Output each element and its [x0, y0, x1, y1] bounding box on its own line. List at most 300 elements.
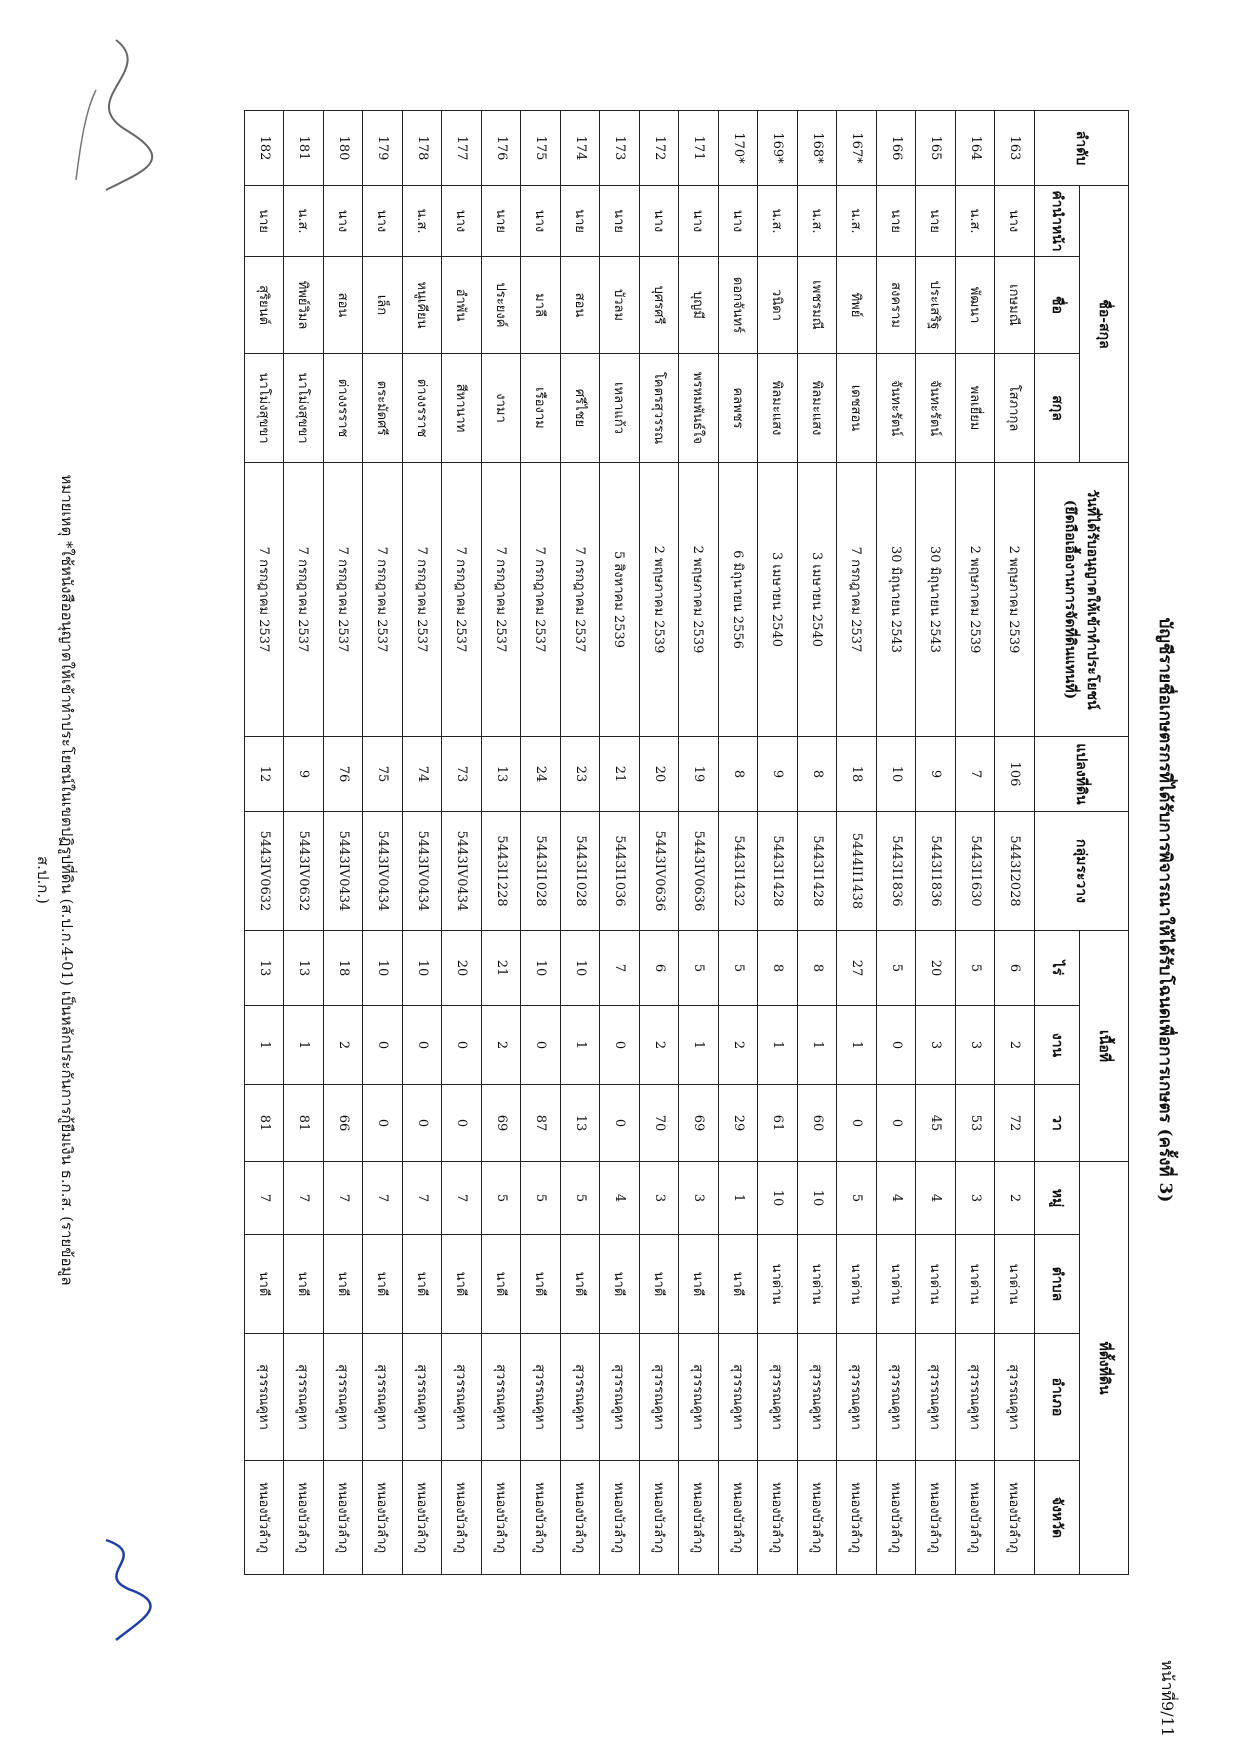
cell-date: 7 กรกฎาคม 2537 — [482, 463, 522, 737]
table-row — [363, 111, 403, 1575]
table-row — [521, 111, 561, 1575]
cell-rai: 6 — [995, 931, 1035, 1006]
cell-wa: 0 — [403, 1085, 443, 1162]
cell-amphoe: สุวรรณคูหา — [403, 1334, 443, 1461]
cell-last-name: พิลมะแสง — [758, 354, 798, 463]
cell-ngan: 2 — [719, 1006, 759, 1085]
table-row — [403, 111, 443, 1575]
cell-province: หนองบัวลำภู — [245, 1461, 285, 1575]
cell-ngan: 2 — [640, 1006, 680, 1085]
cell-rai: 5 — [719, 931, 759, 1006]
cell-rai: 10 — [561, 931, 601, 1006]
cell-ngan: 0 — [877, 1006, 917, 1085]
cell-moo: 10 — [798, 1162, 838, 1235]
cell-first-name: เล็ก — [363, 257, 403, 354]
cell-last-name: ต่างงรราช — [403, 354, 443, 463]
cell-rai: 10 — [521, 931, 561, 1006]
cell-ngan: 0 — [521, 1006, 561, 1085]
cell-moo: 3 — [679, 1162, 719, 1235]
cell-amphoe: สุวรรณคูหา — [956, 1334, 996, 1461]
cell-ngan: 1 — [798, 1006, 838, 1085]
cell-moo: 4 — [877, 1162, 917, 1235]
cell-wa: 0 — [877, 1085, 917, 1162]
cell-last-name: จันทะรัตน์ — [877, 354, 917, 463]
cell-last-name: พลเยี่ยม — [956, 354, 996, 463]
cell-prefix: น.ส. — [284, 186, 324, 257]
table-row — [995, 111, 1035, 1575]
cell-wa: 29 — [719, 1085, 759, 1162]
cell-first-name: ทิพย์ — [837, 257, 877, 354]
cell-amphoe: สุวรรณคูหา — [245, 1334, 285, 1461]
header-prefix: คำนำหน้า — [1035, 186, 1080, 257]
table-row — [719, 111, 759, 1575]
table-row — [640, 111, 680, 1575]
cell-moo: 7 — [324, 1162, 364, 1235]
cell-date: 3 เมษายน 2540 — [798, 463, 838, 737]
cell-plot: 73 — [442, 737, 482, 812]
cell-prefix: นาย — [561, 186, 601, 257]
cell-amphoe: สุวรรณคูหา — [916, 1334, 956, 1461]
cell-wa: 81 — [284, 1085, 324, 1162]
cell-index: 180 — [324, 111, 364, 186]
cell-first-name: หนูเคียน — [403, 257, 443, 354]
cell-date: 3 เมษายน 2540 — [758, 463, 798, 737]
cell-group: 5443I1432 — [719, 812, 759, 931]
cell-ngan: 1 — [561, 1006, 601, 1085]
cell-last-name: งามา — [482, 354, 522, 463]
cell-province: หนองบัวลำภู — [798, 1461, 838, 1575]
signature-left — [56, 30, 176, 200]
cell-amphoe: สุวรรณคูหา — [877, 1334, 917, 1461]
cell-rai: 13 — [245, 931, 285, 1006]
cell-last-name: สีหานาท — [442, 354, 482, 463]
cell-prefix: นาย — [916, 186, 956, 257]
cell-province: หนองบัวลำภู — [877, 1461, 917, 1575]
cell-last-name: ตระมัดศรี — [363, 354, 403, 463]
cell-first-name: มาลี — [521, 257, 561, 354]
cell-moo: 3 — [640, 1162, 680, 1235]
header-province: จังหวัด — [1035, 1461, 1080, 1575]
cell-plot: 23 — [561, 737, 601, 812]
cell-plot: 106 — [995, 737, 1035, 812]
cell-amphoe: สุวรรณคูหา — [798, 1334, 838, 1461]
cell-first-name: ประเสริฐ — [916, 257, 956, 354]
cell-tambon: นาด่าน — [837, 1235, 877, 1334]
cell-plot: 21 — [600, 737, 640, 812]
table-row — [284, 111, 324, 1575]
cell-plot: 20 — [640, 737, 680, 812]
cell-province: หนองบัวลำภู — [837, 1461, 877, 1575]
cell-index: 168* — [798, 111, 838, 186]
cell-wa: 61 — [758, 1085, 798, 1162]
cell-group: 5443I1836 — [916, 812, 956, 931]
cell-wa: 81 — [245, 1085, 285, 1162]
cell-prefix: น.ส. — [798, 186, 838, 257]
cell-moo: 4 — [600, 1162, 640, 1235]
cell-index: 182 — [245, 111, 285, 186]
cell-wa: 0 — [442, 1085, 482, 1162]
table-row — [798, 111, 838, 1575]
cell-wa: 45 — [916, 1085, 956, 1162]
cell-last-name: โสภากุล — [995, 354, 1035, 463]
cell-date: 2 พฤษภาคม 2539 — [679, 463, 719, 737]
cell-group: 5443I1228 — [482, 812, 522, 931]
cell-amphoe: สุวรรณคูหา — [324, 1334, 364, 1461]
document-title: บัญชีรายชื่อเกษตรกรที่ได้รับการพิจารณาให้ได้รับโฉนดเพื่อการเกษตร (ครั้งที่ 3) — [1155, 617, 1175, 1203]
cell-first-name: บัวลม — [600, 257, 640, 354]
cell-wa: 87 — [521, 1085, 561, 1162]
cell-rai: 20 — [442, 931, 482, 1006]
cell-plot: 7 — [956, 737, 996, 812]
cell-last-name: โคตรสุวรรณ — [640, 354, 680, 463]
cell-province: หนองบัวลำภู — [640, 1461, 680, 1575]
cell-group: 5443IV0632 — [245, 812, 285, 931]
header-rai: ไร่ — [1035, 931, 1080, 1006]
cell-group: 5443I1036 — [600, 812, 640, 931]
cell-first-name: พัฒนา — [956, 257, 996, 354]
records-table — [244, 110, 1129, 1575]
cell-date: 7 กรกฎาคม 2537 — [442, 463, 482, 737]
cell-index: 178 — [403, 111, 443, 186]
cell-first-name: วนิดา — [758, 257, 798, 354]
header-date: วันที่ได้รับอนุญาตให้เข้าทำประโยชน์ (ยึดถือเอื้องานการจัดที่ดินแทนที่) — [1035, 463, 1129, 737]
cell-group: 5443IV0632 — [284, 812, 324, 931]
cell-first-name: อำพัน — [442, 257, 482, 354]
cell-rai: 6 — [640, 931, 680, 1006]
cell-amphoe: สุวรรณคูหา — [758, 1334, 798, 1461]
table-row — [245, 111, 285, 1575]
cell-group: 5443I1428 — [798, 812, 838, 931]
cell-amphoe: สุวรรณคูหา — [442, 1334, 482, 1461]
cell-moo: 5 — [561, 1162, 601, 1235]
cell-tambon: นาด่าน — [956, 1235, 996, 1334]
header-group: กลุ่มระวาง — [1035, 812, 1129, 931]
cell-tambon: นาดี — [640, 1235, 680, 1334]
cell-first-name: บุศรศรี — [640, 257, 680, 354]
cell-first-name: บุญมี — [679, 257, 719, 354]
cell-tambon: นาด่าน — [798, 1235, 838, 1334]
cell-ngan: 0 — [403, 1006, 443, 1085]
cell-rai: 7 — [600, 931, 640, 1006]
cell-province: หนองบัวลำภู — [956, 1461, 996, 1575]
cell-tambon: นาดี — [600, 1235, 640, 1334]
cell-tambon: นาดี — [245, 1235, 285, 1334]
table-row — [324, 111, 364, 1575]
cell-index: 181 — [284, 111, 324, 186]
header-tambon: ตำบล — [1035, 1235, 1080, 1334]
cell-date: 7 กรกฎาคม 2537 — [521, 463, 561, 737]
cell-ngan: 0 — [363, 1006, 403, 1085]
cell-index: 173 — [600, 111, 640, 186]
table-row — [482, 111, 522, 1575]
cell-amphoe: สุวรรณคูหา — [719, 1334, 759, 1461]
cell-moo: 5 — [837, 1162, 877, 1235]
cell-province: หนองบัวลำภู — [442, 1461, 482, 1575]
cell-rai: 18 — [324, 931, 364, 1006]
cell-group: 5443IV0636 — [679, 812, 719, 931]
cell-moo: 7 — [245, 1162, 285, 1235]
cell-tambon: นาดี — [482, 1235, 522, 1334]
cell-prefix: น.ส. — [403, 186, 443, 257]
cell-tambon: นาด่าน — [995, 1235, 1035, 1334]
cell-last-name: พรหมพันธ์ใจ — [679, 354, 719, 463]
cell-province: หนองบัวลำภู — [679, 1461, 719, 1575]
cell-wa: 69 — [482, 1085, 522, 1162]
cell-group: 5443IV0434 — [324, 812, 364, 931]
cell-tambon: นาดี — [719, 1235, 759, 1334]
cell-first-name: สุริยนต์ — [245, 257, 285, 354]
cell-ngan: 3 — [916, 1006, 956, 1085]
header-fullname: ชื่อ-สกุล — [1080, 186, 1129, 463]
cell-wa: 0 — [837, 1085, 877, 1162]
cell-tambon: นาด่าน — [916, 1235, 956, 1334]
cell-wa: 66 — [324, 1085, 364, 1162]
cell-date: 30 มิถุนายน 2543 — [877, 463, 917, 737]
cell-group: 5443IV0636 — [640, 812, 680, 931]
cell-last-name: เหลาแก้ว — [600, 354, 640, 463]
table-row — [837, 111, 877, 1575]
cell-group: 5443IV0434 — [403, 812, 443, 931]
cell-last-name: เรืองาม — [521, 354, 561, 463]
cell-prefix: น.ส. — [758, 186, 798, 257]
cell-moo: 3 — [956, 1162, 996, 1235]
cell-amphoe: สุวรรณคูหา — [600, 1334, 640, 1461]
cell-group: 5443I1836 — [877, 812, 917, 931]
cell-amphoe: สุวรรณคูหา — [679, 1334, 719, 1461]
table-row — [561, 111, 601, 1575]
cell-group: 5443I2028 — [995, 812, 1035, 931]
cell-date: 7 กรกฎาคม 2537 — [324, 463, 364, 737]
header-moo: หมู่ — [1035, 1162, 1080, 1235]
cell-last-name: จันทะรัตน์ — [916, 354, 956, 463]
cell-plot: 8 — [719, 737, 759, 812]
cell-group: 5444II1438 — [837, 812, 877, 931]
cell-date: 7 กรกฎาคม 2537 — [245, 463, 285, 737]
table-row — [956, 111, 996, 1575]
cell-rai: 10 — [403, 931, 443, 1006]
cell-amphoe: สุวรรณคูหา — [837, 1334, 877, 1461]
cell-province: หนองบัวลำภู — [995, 1461, 1035, 1575]
table-row — [600, 111, 640, 1575]
cell-tambon: นาดี — [521, 1235, 561, 1334]
cell-rai: 8 — [758, 931, 798, 1006]
table-row — [758, 111, 798, 1575]
cell-rai: 21 — [482, 931, 522, 1006]
cell-province: หนองบัวลำภู — [403, 1461, 443, 1575]
cell-province: หนองบัวลำภู — [363, 1461, 403, 1575]
cell-index: 169* — [758, 111, 798, 186]
cell-date: 2 พฤษภาคม 2539 — [995, 463, 1035, 737]
cell-tambon: นาดี — [324, 1235, 364, 1334]
cell-first-name: ทิพย์วิมล — [284, 257, 324, 354]
cell-wa: 69 — [679, 1085, 719, 1162]
cell-amphoe: สุวรรณคูหา — [284, 1334, 324, 1461]
cell-group: 5443IV0434 — [363, 812, 403, 931]
cell-amphoe: สุวรรณคูหา — [363, 1334, 403, 1461]
cell-plot: 18 — [837, 737, 877, 812]
cell-plot: 75 — [363, 737, 403, 812]
cell-province: หนองบัวลำภู — [916, 1461, 956, 1575]
header-plot: แปลงที่ดิน — [1035, 737, 1129, 812]
cell-first-name: ดอกจันทร์ — [719, 257, 759, 354]
cell-prefix: นาง — [719, 186, 759, 257]
cell-wa: 0 — [363, 1085, 403, 1162]
cell-prefix: นาง — [640, 186, 680, 257]
cell-date: 7 กรกฎาคม 2537 — [837, 463, 877, 737]
cell-rai: 10 — [363, 931, 403, 1006]
cell-index: 174 — [561, 111, 601, 186]
cell-prefix: นาง — [679, 186, 719, 257]
cell-group: 5443IV0434 — [442, 812, 482, 931]
cell-first-name: สอน — [561, 257, 601, 354]
cell-moo: 5 — [482, 1162, 522, 1235]
cell-index: 163 — [995, 111, 1035, 186]
cell-index: 165 — [916, 111, 956, 186]
page-number: หน้าที่9/11 — [1158, 1660, 1177, 1737]
cell-plot: 9 — [284, 737, 324, 812]
cell-plot: 8 — [798, 737, 838, 812]
cell-province: หนองบัวลำภู — [561, 1461, 601, 1575]
cell-rai: 8 — [798, 931, 838, 1006]
cell-first-name: เพชรมณี — [798, 257, 838, 354]
cell-wa: 0 — [600, 1085, 640, 1162]
cell-rai: 20 — [916, 931, 956, 1006]
cell-rai: 5 — [877, 931, 917, 1006]
cell-index: 167* — [837, 111, 877, 186]
cell-plot: 13 — [482, 737, 522, 812]
cell-wa: 60 — [798, 1085, 838, 1162]
cell-province: หนองบัวลำภู — [482, 1461, 522, 1575]
cell-date: 2 พฤษภาคม 2539 — [956, 463, 996, 737]
cell-prefix: น.ส. — [956, 186, 996, 257]
cell-date: 5 สิงหาคม 2539 — [600, 463, 640, 737]
cell-province: หนองบัวลำภู — [324, 1461, 364, 1575]
cell-province: หนองบัวลำภู — [719, 1461, 759, 1575]
cell-date: 6 มิถุนายน 2556 — [719, 463, 759, 737]
cell-plot: 24 — [521, 737, 561, 812]
header-ngan: งาน — [1035, 1006, 1080, 1085]
cell-amphoe: สุวรรณคูหา — [561, 1334, 601, 1461]
header-amphoe: อำเภอ — [1035, 1334, 1080, 1461]
cell-moo: 7 — [442, 1162, 482, 1235]
cell-prefix: นาง — [442, 186, 482, 257]
cell-prefix: นาง — [363, 186, 403, 257]
cell-amphoe: สุวรรณคูหา — [521, 1334, 561, 1461]
cell-first-name: สอน — [324, 257, 364, 354]
cell-tambon: นาด่าน — [758, 1235, 798, 1334]
cell-ngan: 1 — [284, 1006, 324, 1085]
cell-last-name: พิลมะแสง — [798, 354, 838, 463]
cell-moo: 10 — [758, 1162, 798, 1235]
cell-ngan: 3 — [956, 1006, 996, 1085]
cell-first-name: เกษมณี — [995, 257, 1035, 354]
cell-wa: 72 — [995, 1085, 1035, 1162]
cell-wa: 70 — [640, 1085, 680, 1162]
header-first-name: ชื่อ — [1035, 257, 1080, 354]
cell-plot: 9 — [758, 737, 798, 812]
cell-prefix: นาง — [995, 186, 1035, 257]
cell-moo: 1 — [719, 1162, 759, 1235]
cell-plot: 76 — [324, 737, 364, 812]
footnote: หมายเหตุ *ใช้หนังสืออนุญาตให้เข้าทำประโยชน์ในเขตปฏิรูปที่ดิน (ส.ป.ก.4-01) เป็นหลักประกันการกู้ยืมเงิน ธ.ก.ส. (รายข้อมูล ส.ป.ก.) — [34, 474, 76, 1286]
header-area: เนื้อที่ — [1080, 931, 1129, 1162]
cell-group: 5443I1028 — [521, 812, 561, 931]
cell-moo: 7 — [403, 1162, 443, 1235]
cell-amphoe: สุวรรณคูหา — [482, 1334, 522, 1461]
cell-moo: 7 — [363, 1162, 403, 1235]
cell-group: 5443I1028 — [561, 812, 601, 931]
cell-rai: 27 — [837, 931, 877, 1006]
cell-amphoe: สุวรรณคูหา — [995, 1334, 1035, 1461]
header-location: ที่ตั้งที่ดิน — [1080, 1162, 1129, 1575]
cell-moo: 2 — [995, 1162, 1035, 1235]
cell-index: 176 — [482, 111, 522, 186]
cell-tambon: นาดี — [403, 1235, 443, 1334]
cell-ngan: 2 — [324, 1006, 364, 1085]
cell-date: 30 มิถุนายน 2543 — [916, 463, 956, 737]
cell-date: 7 กรกฎาคม 2537 — [561, 463, 601, 737]
cell-ngan: 1 — [245, 1006, 285, 1085]
cell-index: 164 — [956, 111, 996, 186]
cell-tambon: นาดี — [679, 1235, 719, 1334]
cell-prefix: นาย — [877, 186, 917, 257]
cell-index: 166 — [877, 111, 917, 186]
cell-tambon: นาดี — [442, 1235, 482, 1334]
cell-prefix: น.ส. — [837, 186, 877, 257]
cell-date: 7 กรกฎาคม 2537 — [403, 463, 443, 737]
cell-tambon: นาดี — [363, 1235, 403, 1334]
cell-tambon: นาดี — [284, 1235, 324, 1334]
cell-date: 7 กรกฎาคม 2537 — [284, 463, 324, 737]
cell-index: 171 — [679, 111, 719, 186]
cell-ngan: 2 — [995, 1006, 1035, 1085]
table-row — [442, 111, 482, 1575]
cell-plot: 12 — [245, 737, 285, 812]
cell-ngan: 0 — [600, 1006, 640, 1085]
cell-moo: 4 — [916, 1162, 956, 1235]
cell-province: หนองบัวลำภู — [521, 1461, 561, 1575]
cell-last-name: เดชสอน — [837, 354, 877, 463]
cell-rai: 5 — [679, 931, 719, 1006]
table-row — [877, 111, 917, 1575]
cell-rai: 13 — [284, 931, 324, 1006]
cell-ngan: 1 — [758, 1006, 798, 1085]
cell-first-name: สงคราม — [877, 257, 917, 354]
cell-ngan: 2 — [482, 1006, 522, 1085]
cell-prefix: นาย — [245, 186, 285, 257]
header-last-name: สกุล — [1035, 354, 1080, 463]
cell-group: 5443I1428 — [758, 812, 798, 931]
cell-index: 172 — [640, 111, 680, 186]
table-row — [916, 111, 956, 1575]
cell-tambon: นาด่าน — [877, 1235, 917, 1334]
signature-right — [81, 1530, 161, 1650]
cell-last-name: คลพชร — [719, 354, 759, 463]
cell-prefix: นาง — [324, 186, 364, 257]
cell-first-name: ประยงค์ — [482, 257, 522, 354]
cell-date: 2 พฤษภาคม 2539 — [640, 463, 680, 737]
cell-plot: 74 — [403, 737, 443, 812]
cell-last-name: นาโม่งสุขขา — [245, 354, 285, 463]
cell-index: 175 — [521, 111, 561, 186]
cell-group: 5443I1630 — [956, 812, 996, 931]
cell-moo: 5 — [521, 1162, 561, 1235]
cell-plot: 19 — [679, 737, 719, 812]
cell-ngan: 1 — [837, 1006, 877, 1085]
cell-prefix: นาย — [600, 186, 640, 257]
cell-wa: 53 — [956, 1085, 996, 1162]
header-index: ลำดับ — [1035, 111, 1129, 186]
